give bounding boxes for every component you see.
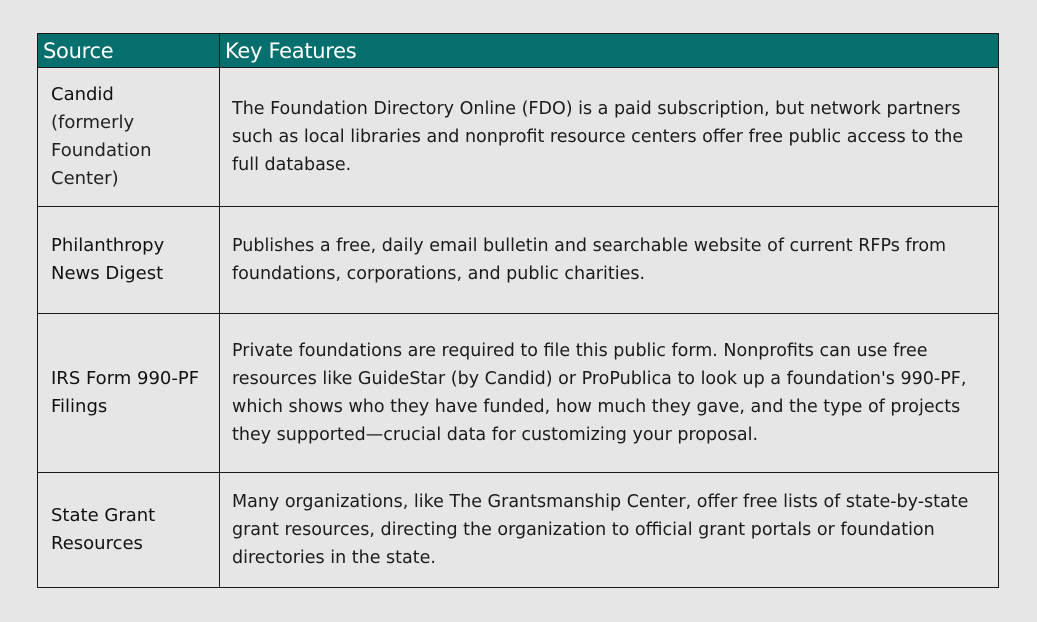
source-name: IRS Form 990-PF Filings xyxy=(51,368,200,417)
features-cell: Many organizations, like The Grantsmanship Center, offer free lists of state-by-state grant resources, directing the organization to official grant portals or foundation directories in the state. xyxy=(220,473,999,588)
features-cell: Private foundations are required to file this public form. Nonprofits can use free resources like GuideStar (by Candid) or ProPublica to look up a foundation's 990-PF, which shows who they have funded, how much they gave, and the type of projects they supported—crucial data for customizing your proposal. xyxy=(220,314,999,473)
table-row xyxy=(38,473,999,588)
features-cell: Publishes a free, daily email bulletin and searchable website of current RFPs from foundations, corporations, and public charities. xyxy=(220,207,999,314)
table-row xyxy=(38,207,999,314)
source-name: Candid xyxy=(51,84,114,105)
table-row xyxy=(38,68,999,207)
source-cell xyxy=(38,473,220,588)
source-name: Philanthropy News Digest xyxy=(51,235,165,284)
source-cell xyxy=(38,314,220,473)
grant-sources-table-container xyxy=(37,33,998,588)
table-row xyxy=(38,314,999,473)
header-source: Source xyxy=(38,34,220,68)
features-cell: The Foundation Directory Online (FDO) is a paid subscription, but network partners such as local libraries and nonprofit resource centers offer free public access to the full database. xyxy=(220,68,999,207)
table-header-row xyxy=(38,34,999,68)
source-cell xyxy=(38,68,220,207)
source-subtitle: (formerly Foundation Center) xyxy=(51,112,152,189)
source-name: State Grant Resources xyxy=(51,505,156,554)
header-key-features: Key Features xyxy=(220,34,999,68)
grant-sources-table xyxy=(37,33,999,588)
source-cell xyxy=(38,207,220,314)
